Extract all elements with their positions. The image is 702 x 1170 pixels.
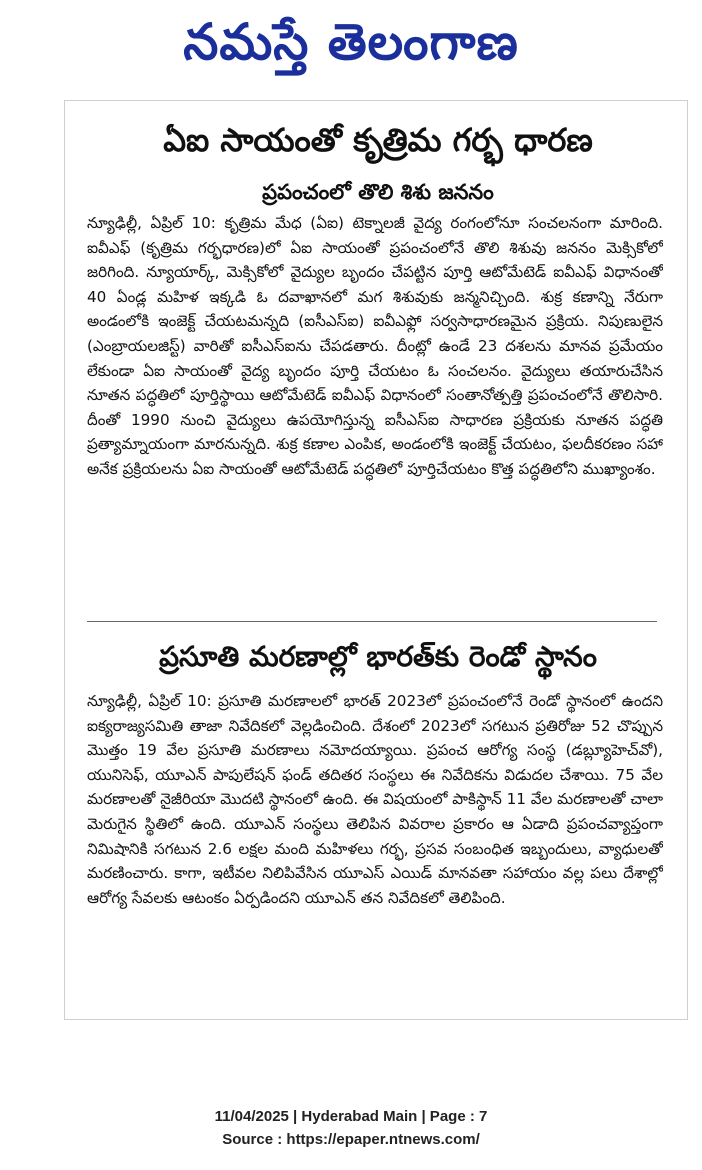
article-2-paragraph: న్యూఢిల్లీ, ఏప్రిల్ 10: ప్రసూతి మరణాలలో భారత్ 2023లో ప్రపంచంలోనే రెండో స్థానంలో ఉందని ఐక్యరాజ్యసమితి తాజా నివేదికలో వెల్లడించింది. దేశంలో 2023లో సగటున ప్రతిరోజు 52 చొప్పున మొత్తం 19 వేల ప్రసూతి మరణాలు నమోదయ్యాయి. ప్రపంచ ఆరోగ్య సంస్థ (డబ్ల్యూహెచ్‌వో), యునిసెఫ్, యూఎన్ పాపులేషన్ ఫండ్ తదితర సంస్థలు ఈ నివేదికను విడుదల చేశాయి. 75 వేల మరణాలతో నైజీరియా మొదటి స్థానంలో ఉంది. ఈ విషయంలో పాకిస్థాన్ 11 వేల మరణాలతో చాలా మెరుగైన స్థితిలో ఉంది. యూఎన్ సంస్థలు తెలిపిన వివరాల ప్రకారం ఆ ఏడాది ప్రపంచవ్యాప్తంగా నిమిషానికి సగటున 2.6 లక్షల మంది మహిళలు గర్భ, ప్రసవ సంబంధిత ఇబ్బందులు, వ్యాధులతో మరణించారు. కాగా, ఇటీవల నిలిపివేసిన యూఎస్ ఎయిడ్ మానవతా సహాయం వల్ల పలు దేశాల్లో ఆరోగ్య సేవలకు ఆటంకం ఏర్పడిందని యూఎన్ తన నివేదికలో తెలిపింది. [87,692,663,907]
newspaper-masthead: నమస్తే తెలంగాణ [183,12,519,71]
footer-date-edition: 11/04/2025 | Hyderabad Main | Page : 7 [214,1108,488,1125]
article-1-subheadline: ప్రపంచంలో తొలి శిశు జననం [262,180,494,204]
article-1-body [87,211,663,605]
footer-source-link[interactable]: Source : https://epaper.ntnews.com/ [222,1131,480,1148]
article-2-headline: ప్రసూతి మరణాల్లో భారత్‌కు రెండో స్థానం [159,640,597,673]
article-2-body [87,689,663,989]
article-1-headline: ఏఐ సాయంతో కృత్రిమ గర్భ ధారణ [163,121,593,159]
news-clipping [64,100,688,1020]
article-divider [87,621,657,622]
article-1-paragraph: న్యూఢిల్లీ, ఏప్రిల్ 10: కృత్రిమ మేధ (ఏఐ) టెక్నాలజీ వైద్య రంగంలోనూ సంచలనంగా మారింది. ఐవీఎఫ్ (కృత్రిమ గర్భధారణ)లో ఏఐ సాయంతో ప్రపంచంలోనే తొలి శిశువు జననం మెక్సికోలో జరిగింది. న్యూయార్క్, మెక్సికోలో వైద్యుల బృందం చేపట్టిన పూర్తి ఆటోమేటెడ్ ఐవీఎఫ్ విధానంతో 40 ఏండ్ల మహిళ ఇక్కడి ఓ దవాఖానలో మగ శిశువుకు జన్మనిచ్చింది. శుక్ర కణాన్ని నేరుగా అండంలోకి ఇంజెక్ట్ చేయటమన్నది (ఐసీఎస్ఐ) ఐవీఎఫ్లో సర్వసాధారణమైన ప్రక్రియ. నిపుణులైన (ఎంబ్రాయలజిస్ట్) వారితో ఐసీఎస్ఐను చేపడతారు. దీంట్లో ఉండే 23 దశలను మానవ ప్రమేయం లేకుండా ఏఐ సాయంతో వైద్య బృందం పూర్తి చేయటం ఓ సంచలనం. వైద్యులు తయారుచేసిన నూతన పద్ధతిలో పూర్తిస్థాయి ఆటోమేటెడ్ ఐవీఎఫ్ విధానంలో సంతానోత్పత్తి ప్రపంచంలోనే తొలిసారి. దీంతో 1990 నుంచి వైద్యులు ఉపయోగిస్తున్న ఐసీఎస్ఐ సాధారణ ప్రక్రియకు నూతన పద్ధతి ప్రత్యామ్నాయంగా మారనున్నది. శుక్ర కణాల ఎంపిక, అండంలోకి ఇంజెక్ట్ చేయటం, ఫలదీకరణం సహా అనేక ప్రక్రియలను ఏఐ సాయంతో ఆటోమేటెడ్ పద్ధతిలో పూర్తిచేయటం కొత్త పద్ధతిలోని ముఖ్యాంశం. [87,214,663,478]
